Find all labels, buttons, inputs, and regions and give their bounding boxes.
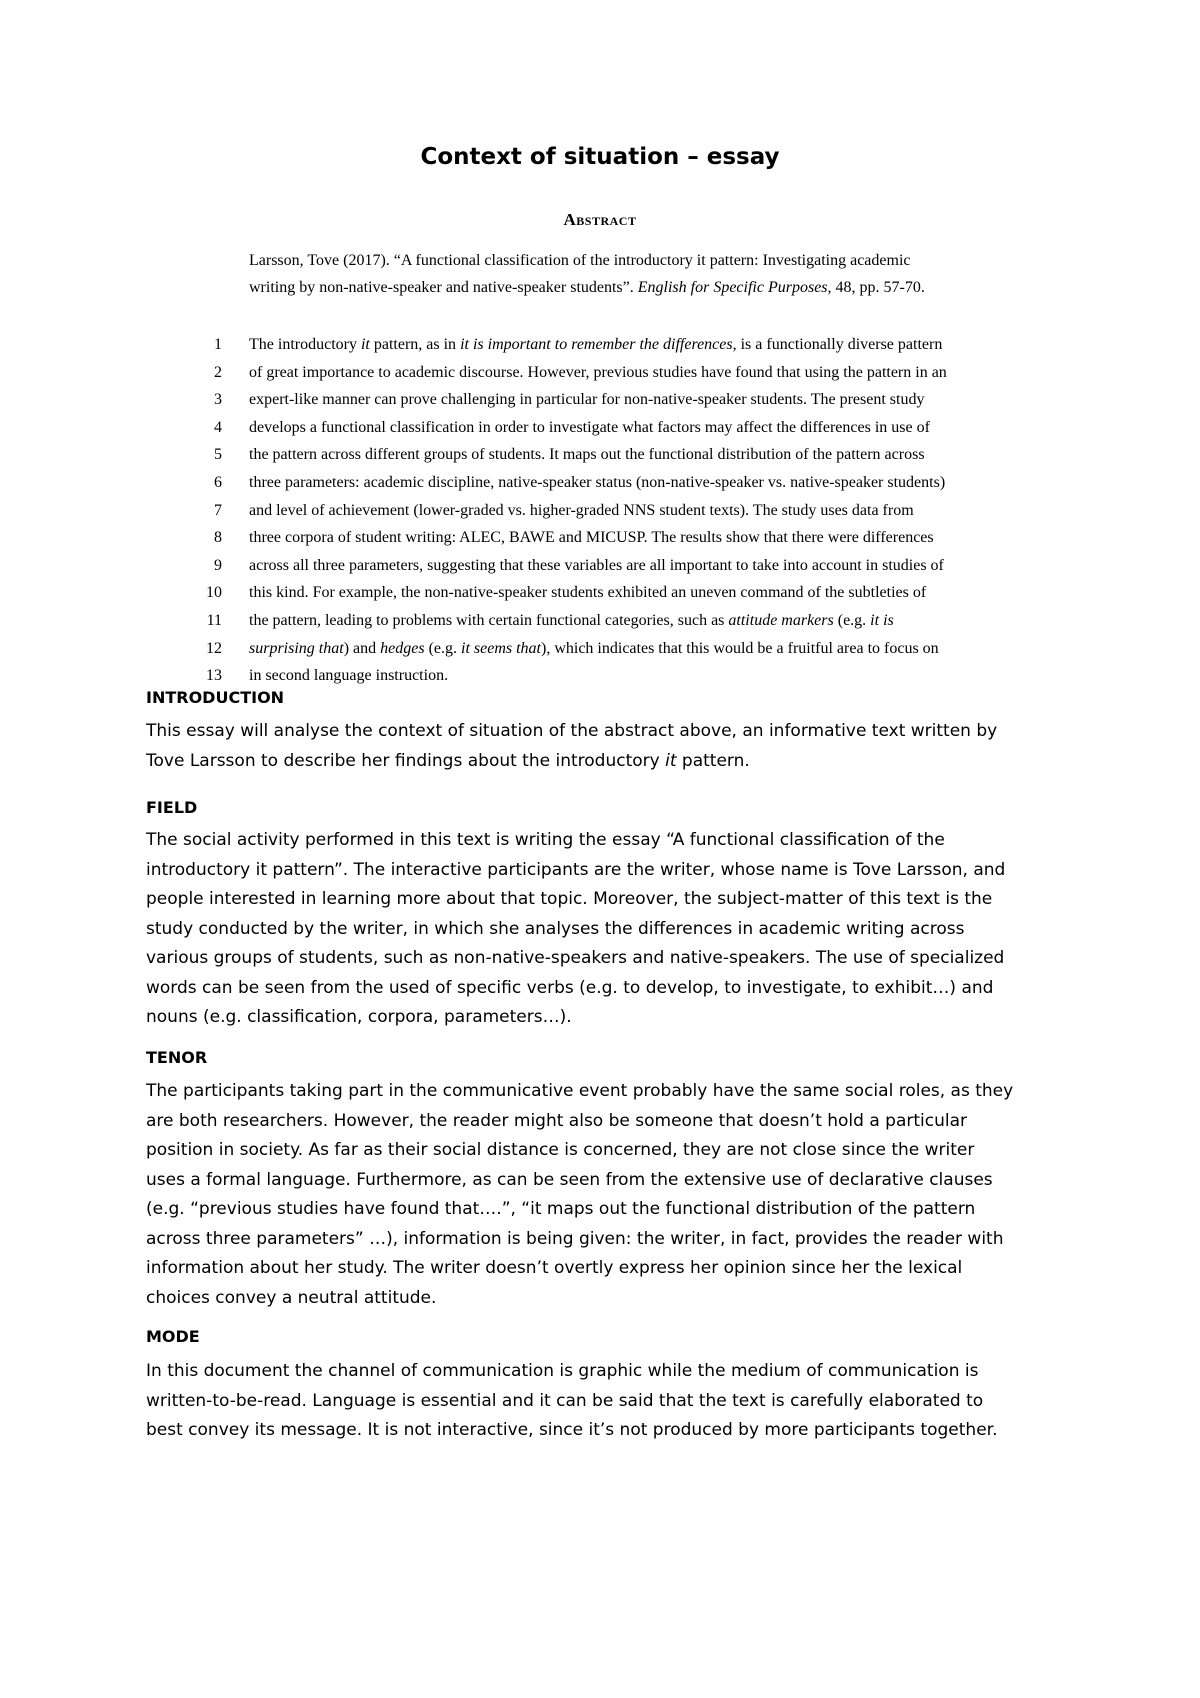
field-paragraph: [146, 826, 1066, 1033]
line-number: 8: [214, 529, 222, 547]
paragraph-line: choices convey a neutral attitude.: [146, 1287, 437, 1308]
abstract-line: [0, 441, 1200, 469]
abstract-line-text: surprising that) and hedges (e.g. it seems that), which indicates that this would be a fruitful area to focus on: [249, 639, 939, 657]
abstract-line: [0, 497, 1200, 525]
line-number: 2: [214, 363, 222, 381]
abstract-line-text: across all three parameters, suggesting that these variables are all important to take into account in studies of: [249, 556, 944, 574]
tenor-paragraph: [146, 1077, 1066, 1313]
abstract-line: [0, 359, 1200, 387]
citation-line-1: Larsson, Tove (2017). “A functional classification of the introductory it pattern: Investigating academic: [249, 252, 911, 269]
citation-journal: English for Specific Purposes: [637, 279, 828, 296]
paragraph-line: The social activity performed in this text is writing the essay “A functional classification of the: [146, 830, 945, 850]
line-number: 11: [206, 612, 222, 629]
paragraph-line: This essay will analyse the context of situation of the abstract above, an informative text written by: [146, 721, 998, 741]
abstract-line: [0, 662, 1200, 690]
line-number: 3: [214, 391, 222, 409]
abstract-line-text: the pattern across different groups of students. It maps out the functional distribution of the pattern across: [249, 446, 925, 464]
abstract-line: [0, 469, 1200, 497]
line-number: 6: [214, 474, 222, 491]
abstract-line-text: expert-like manner can prove challenging in particular for non-native-speaker students. The present study: [249, 391, 925, 409]
line-number: 10: [206, 584, 222, 602]
abstract-line: [0, 552, 1200, 580]
paragraph-line: The participants taking part in the communicative event probably have the same social roles, as they: [146, 1081, 1014, 1101]
abstract-line: [0, 635, 1200, 663]
abstract-line-text: The introductory it pattern, as in it is important to remember the differences, is a functionally diverse pattern: [249, 336, 943, 353]
paragraph-line: nouns (e.g. classification, corpora, parameters…).: [146, 1007, 572, 1027]
line-number: 12: [206, 639, 222, 657]
abstract-line-text: in second language instruction.: [249, 667, 449, 685]
paragraph-line: position in society. As far as their social distance is concerned, they are not close since the writer: [146, 1140, 975, 1160]
abstract-line-text: this kind. For example, the non-native-speaker students exhibited an uneven command of the subtleties of: [249, 584, 927, 602]
line-number: 7: [214, 501, 222, 519]
introduction-heading: INTRODUCTION: [146, 688, 285, 707]
field-heading: FIELD: [146, 798, 198, 817]
paragraph-line: uses a formal language. Furthermore, as can be seen from the extensive use of declarative clauses: [146, 1169, 993, 1190]
paragraph-line: words can be seen from the used of specific verbs (e.g. to develop, to investigate, to exhibit…) and: [146, 977, 994, 998]
abstract-heading: Abstract: [563, 210, 637, 229]
abstract-line-text: develops a functional classification in order to investigate what factors may affect the differences in use of: [249, 418, 930, 436]
mode-paragraph: [146, 1357, 1066, 1446]
paragraph-line: various groups of students, such as non-native-speakers and native-speakers. The use of specialized: [146, 948, 1005, 968]
abstract-citation: [249, 247, 1009, 301]
citation-volume-pages: , 48, pp. 57-70.: [827, 279, 925, 296]
abstract-line-text: three corpora of student writing: ALEC, BAWE and MICUSP. The results show that there were differences: [249, 529, 934, 547]
abstract-line-text: of great importance to academic discourse. However, previous studies have found that using the pattern in an: [249, 363, 947, 381]
paragraph-line: information about her study. The writer doesn’t overtly express her opinion since her the lexical: [146, 1258, 963, 1278]
paragraph-line: (e.g. “previous studies have found that….”, “it maps out the functional distribution of the pattern: [146, 1199, 976, 1219]
paragraph-line: across three parameters” …), information is being given: the writer, in fact, provides the reader with: [146, 1228, 1004, 1249]
line-number: 4: [214, 418, 222, 436]
abstract-line: [0, 331, 1200, 359]
citation-authors-title-end: writing by non-native-speaker and native-speaker students”.: [249, 279, 638, 296]
abstract-line-text: and level of achievement (lower-graded vs. higher-graded NNS student texts). The study uses data from: [249, 501, 914, 519]
page-title: Context of situation – essay: [420, 144, 780, 170]
abstract-line: [0, 579, 1200, 607]
paragraph-line: study conducted by the writer, in which she analyses the differences in academic writing across: [146, 918, 965, 939]
abstract-line-text: the pattern, leading to problems with certain functional categories, such as attitude markers (e.g. it is: [249, 612, 894, 629]
abstract-line: [0, 386, 1200, 414]
paragraph-line: best convey its message. It is not interactive, since it’s not produced by more participants together.: [146, 1420, 998, 1440]
paragraph-line: are both researchers. However, the reader might also be someone that doesn’t hold a particular: [146, 1110, 968, 1131]
line-number: 1: [214, 336, 222, 353]
mode-heading: MODE: [146, 1327, 200, 1346]
paragraph-line: introductory it pattern”. The interactive participants are the writer, whose name is Tove Larsson, and: [146, 859, 1006, 880]
abstract-line: [0, 524, 1200, 552]
paragraph-line: Tove Larsson to describe her findings about the introductory it pattern.: [146, 750, 750, 771]
citation-line-2: [249, 274, 1009, 301]
paragraph-line: written-to-be-read. Language is essential and it can be said that the text is carefully elaborated to: [146, 1390, 984, 1411]
abstract-line: [0, 607, 1200, 635]
line-number: 9: [214, 556, 222, 574]
abstract-line-text: three parameters: academic discipline, native-speaker status (non-native-speaker vs. native-speaker students): [249, 474, 946, 491]
paragraph-line: In this document the channel of communication is graphic while the medium of communication is: [146, 1361, 979, 1381]
paragraph-line: people interested in learning more about that topic. Moreover, the subject-matter of this text is the: [146, 889, 993, 909]
tenor-heading: TENOR: [146, 1048, 208, 1067]
introduction-paragraph: [146, 717, 1066, 776]
abstract-line: [0, 414, 1200, 442]
line-number: 5: [214, 446, 222, 464]
line-number: 13: [206, 667, 222, 685]
